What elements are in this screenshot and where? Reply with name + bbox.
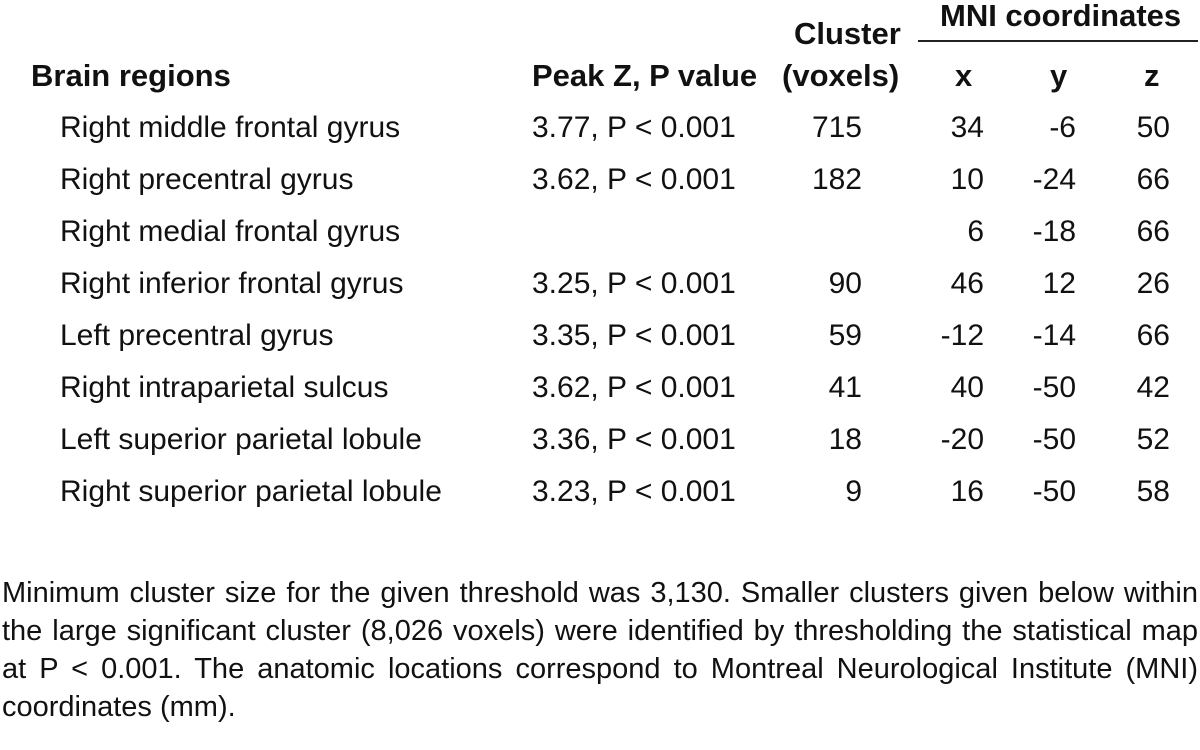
mni-x-cell: 40 — [950, 371, 984, 404]
mni-x-cell: 6 — [967, 215, 984, 248]
mni-y-cell: -14 — [1032, 319, 1076, 352]
table-row — [0, 154, 1200, 206]
mni-y-cell: 12 — [1042, 267, 1076, 300]
region-cell: Right middle frontal gyrus — [60, 111, 401, 144]
mni-y-cell: -50 — [1032, 371, 1076, 404]
header-brain-regions: Brain regions — [31, 58, 231, 93]
header-y: y — [1050, 58, 1068, 93]
mni-x-cell: 10 — [950, 163, 984, 196]
region-cell: Left superior parietal lobule — [60, 423, 422, 456]
mni-x-cell: 46 — [950, 267, 984, 300]
mni-x-cell: 34 — [950, 111, 984, 144]
peak-z-cell: 3.36, P < 0.001 — [532, 423, 736, 456]
table-row — [0, 206, 1200, 258]
mni-z-cell: 66 — [1136, 163, 1170, 196]
mni-x-cell: -12 — [940, 319, 984, 352]
mni-z-cell: 58 — [1136, 475, 1170, 508]
peak-z-cell: 3.77, P < 0.001 — [532, 111, 736, 144]
table-row — [0, 414, 1200, 466]
mni-header-rule — [918, 40, 1198, 42]
mni-y-cell: -24 — [1032, 163, 1076, 196]
mni-z-cell: 50 — [1136, 111, 1170, 144]
mni-z-cell: 52 — [1136, 423, 1170, 456]
header-cluster-line1: Cluster — [794, 16, 901, 51]
cluster-voxels-cell: 41 — [828, 371, 862, 404]
header-mni-coordinates: MNI coordinates — [940, 0, 1182, 33]
peak-z-cell: 3.35, P < 0.001 — [532, 319, 736, 352]
region-cell: Left precentral gyrus — [60, 319, 334, 352]
region-cell: Right inferior frontal gyrus — [60, 267, 404, 300]
mni-y-cell: -50 — [1032, 423, 1076, 456]
table-footnote: Minimum cluster size for the given threshold was 3,130. Smaller clusters given below within the large significant cluster (8,026 voxels) were identified by thresholding the statistical map at P < 0.001. The anatomic locations correspond to Montreal Neurological Institute (MNI) coordinates (mm). — [2, 577, 1198, 723]
peak-z-cell: 3.25, P < 0.001 — [532, 267, 736, 300]
cluster-voxels-cell: 18 — [828, 423, 862, 456]
table-row — [0, 466, 1200, 518]
header-z: z — [1144, 58, 1160, 93]
table-row — [0, 102, 1200, 154]
region-cell: Right precentral gyrus — [60, 163, 354, 196]
peak-z-cell: 3.23, P < 0.001 — [532, 475, 736, 508]
cluster-voxels-cell: 59 — [828, 319, 862, 352]
mni-z-cell: 66 — [1136, 319, 1170, 352]
region-cell: Right superior parietal lobule — [60, 475, 442, 508]
cluster-voxels-cell: 9 — [845, 475, 862, 508]
mni-y-cell: -18 — [1032, 215, 1076, 248]
table-row — [0, 258, 1200, 310]
mni-x-cell: -20 — [940, 423, 984, 456]
header-x: x — [955, 58, 973, 93]
mni-z-cell: 26 — [1136, 267, 1170, 300]
mni-z-cell: 42 — [1136, 371, 1170, 404]
header-cluster-line2: (voxels) — [782, 58, 900, 93]
mni-y-cell: -6 — [1049, 111, 1076, 144]
mni-z-cell: 66 — [1136, 215, 1170, 248]
region-cell: Right medial frontal gyrus — [60, 215, 401, 248]
cluster-voxels-cell: 182 — [811, 163, 862, 196]
header-peak-z: Peak Z, P value — [532, 58, 758, 93]
region-cell: Right intraparietal sulcus — [60, 371, 389, 404]
cluster-voxels-cell: 715 — [811, 111, 862, 144]
peak-z-cell: 3.62, P < 0.001 — [532, 163, 736, 196]
table-row — [0, 362, 1200, 414]
mni-y-cell: -50 — [1032, 475, 1076, 508]
cluster-voxels-cell: 90 — [828, 267, 862, 300]
peak-z-cell: 3.62, P < 0.001 — [532, 371, 736, 404]
table-row — [0, 310, 1200, 362]
mni-x-cell: 16 — [950, 475, 984, 508]
